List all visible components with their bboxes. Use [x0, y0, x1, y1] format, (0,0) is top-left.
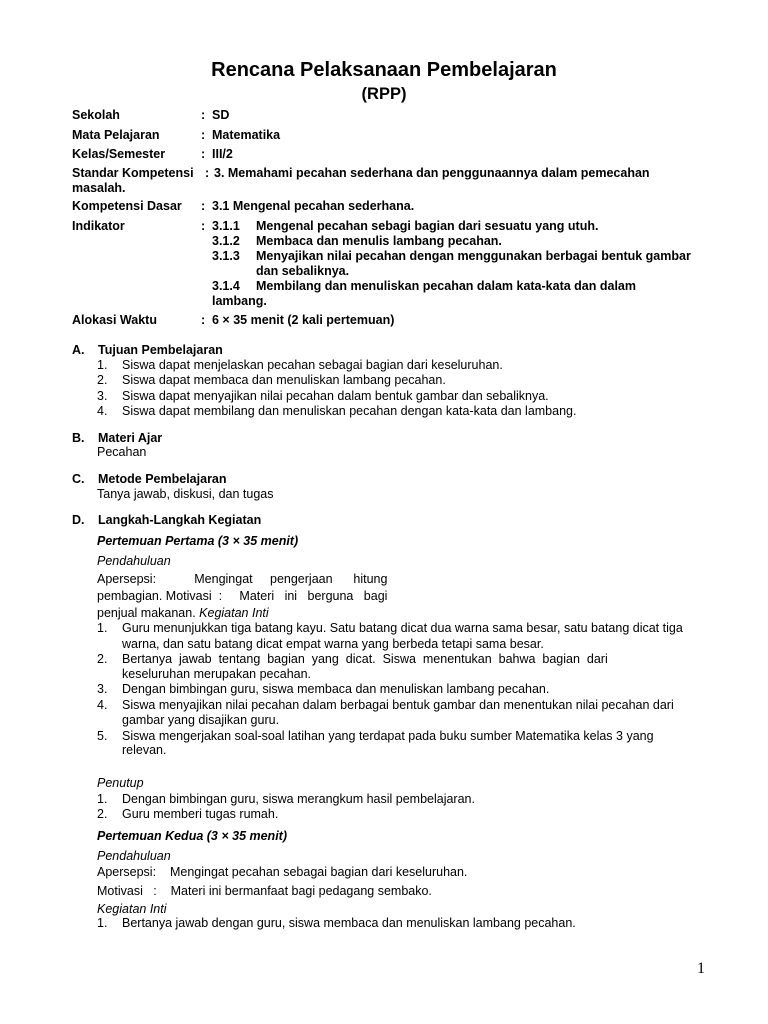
info-colon: : [201, 128, 206, 142]
section-c-text: Tanya jawab, diskusi, dan tugas [97, 487, 274, 501]
list-item-text: warna, dan satu batang dicat empat warna yang berbeda tetapi sama besar. [122, 637, 544, 651]
meeting-1-pendahuluan: Pendahuluan [97, 554, 171, 568]
indikator-text: Mengenal pecahan sebagi bagian dari sesuatu yang utuh. [256, 219, 599, 233]
indikator-number: 3.1.1 [212, 219, 240, 233]
list-item-text: Siswa menyajikan nilai pecahan dalam berbagai bentuk gambar dan menentukan nilai pecahan dari [122, 698, 674, 712]
meeting-2-motivasi: Motivasi : Materi ini bermanfaat bagi pedagang sembako. [97, 884, 432, 898]
section-title: Materi Ajar [98, 431, 163, 445]
section-title: Langkah-Langkah Kegiatan [98, 513, 262, 527]
meeting-1-apersepsi-line2: pembagian. Motivasi : Materi ini berguna bagi [97, 589, 388, 603]
section-title: Tujuan Pembelajaran [98, 343, 223, 357]
section-title: Metode Pembelajaran [98, 472, 227, 486]
list-item-text: Bertanya jawab dengan guru, siswa membaca dan menuliskan lambang pecahan. [122, 916, 576, 930]
meeting-1-title: Pertemuan Pertama (3 × 35 menit) [97, 534, 299, 548]
list-item-text: Siswa mengerjakan soal-soal latihan yang terdapat pada buku sumber Matematika kelas 3 yang [122, 729, 654, 743]
info-colon: : [201, 199, 206, 213]
info-colon: : [201, 219, 206, 233]
info-value: 3. Memahami pecahan sederhana dan penggunaannya dalam pemecahan [214, 166, 650, 180]
info-label: Standar Kompetensi [72, 166, 194, 180]
indikator-number: 3.1.4 [212, 279, 240, 293]
indikator-number: 3.1.2 [212, 234, 240, 248]
info-value: Matematika [212, 128, 281, 142]
list-item-text: Guru memberi tugas rumah. [122, 807, 279, 821]
list-item-text: Siswa dapat membaca dan menuliskan lambang pecahan. [122, 373, 446, 387]
info-colon: : [205, 166, 210, 180]
info-value: SD [212, 108, 230, 122]
info-label: Indikator [72, 219, 125, 233]
meeting-1-kegiatan-inti: Kegiatan Inti [199, 606, 269, 620]
section-letter: A. [72, 343, 85, 357]
list-item-text: Dengan bimbingan guru, siswa membaca dan menuliskan lambang pecahan. [122, 682, 550, 696]
section-b-text: Pecahan [97, 445, 147, 459]
info-label: Sekolah [72, 108, 120, 122]
meeting-2-apersepsi: Apersepsi: Mengingat pecahan sebagai bagian dari keseluruhan. [97, 865, 468, 879]
meeting-1-apersepsi-line3 [97, 606, 269, 621]
info-value: 3.1 Mengenal pecahan sederhana. [212, 199, 415, 213]
info-value: III/2 [212, 147, 233, 161]
indikator-text: lambang. [212, 294, 267, 308]
list-item-text: Siswa dapat menjelaskan pecahan sebagai bagian dari keseluruhan. [122, 358, 503, 372]
indikator-text: Menyajikan nilai pecahan dengan menggunakan berbagai bentuk gambar [256, 249, 691, 263]
list-item-text: Siswa dapat membilang dan menuliskan pecahan dengan kata-kata dan lambang. [122, 404, 577, 418]
page-number: 1 [697, 960, 705, 977]
indikator-text: Membaca dan menulis lambang pecahan. [256, 234, 502, 248]
meeting-1-apersepsi-text: penjual makanan. [97, 606, 200, 620]
meeting-1-apersepsi-line1: Apersepsi: Mengingat pengerjaan hitung [97, 572, 388, 586]
info-label: Kelas/Semester [72, 147, 166, 161]
meeting-2-pendahuluan: Pendahuluan [97, 849, 171, 863]
indikator-text: Membilang dan menuliskan pecahan dalam kata-kata dan dalam [256, 279, 636, 293]
document-title: Rencana Pelaksanaan Pembelajaran [211, 59, 557, 81]
info-colon: : [201, 313, 206, 327]
meeting-2-title: Pertemuan Kedua (3 × 35 menit) [97, 829, 287, 843]
info-colon: : [201, 147, 206, 161]
section-letter: B. [72, 431, 85, 445]
info-label: Kompetensi Dasar [72, 199, 182, 213]
meeting-2-kegiatan-inti: Kegiatan Inti [97, 902, 167, 916]
section-letter: D. [72, 513, 85, 527]
list-item-text: Dengan bimbingan guru, siswa merangkum hasil pembelajaran. [122, 792, 475, 806]
meeting-1-penutup: Penutup [97, 776, 144, 790]
indikator-text: dan sebaliknya. [256, 264, 350, 278]
list-item-text: relevan. [122, 743, 167, 757]
info-colon: : [201, 108, 206, 122]
info-value-cont: masalah. [72, 181, 126, 195]
info-value: 6 × 35 menit (2 kali pertemuan) [212, 313, 395, 327]
list-item-text: keseluruhan merupakan pecahan. [122, 667, 312, 681]
section-letter: C. [72, 472, 85, 486]
list-item-text: gambar yang disajikan guru. [122, 713, 280, 727]
document-page: Rencana Pelaksanaan Pembelajaran (RPP) Sekolah : SD Mata Pelajaran : Matematika Kelas/Semester : III/2 Standar Kompetensi : 3. Memahami pecahan sederhana dan penggunaannya dalam pemecahan masalah. Kompetensi Dasar : 3.1 Mengenal pecahan sederhana. Indikator : 3.1.1 Mengenal pecahan sebagi bagian dari sesuatu yang utuh. 3.1.2 Membaca dan menulis lambang pecahan. 3.1.3 Menyajikan nilai pecahan dengan menggunakan berbagai bentuk gambar dan sebaliknya. 3.1.4 Membilang dan menuliskan pecahan dalam kata-kata dan dalam lambang. Alokasi Waktu : 6 × 35 menit (2 kali pertemuan) A. Tujuan Pembelajaran 1. Siswa dapat menjelaskan pecahan sebagai bagian dari keseluruhan. 2. Siswa dapat membaca dan menuliskan lambang pecahan. 3. Siswa dapat menyajikan nilai pecahan dalam bentuk gambar dan sebaliknya. 4. Siswa dapat membilang dan menuliskan pecahan dengan kata-kata dan lambang. B. Materi Ajar Pecahan C. Metode Pembelajaran Tanya jawab, diskusi, dan tugas D. Langkah-Langkah Kegiatan Pertemuan Pertama (3 × 35 menit) Pendahuluan Apersepsi: Mengingat pengerjaan hitung pembagian. Motivasi : Materi ini berguna bagi penjual makanan. Kegiatan Inti 1. Guru menunjukkan tiga batang kayu. Satu batang dicat dua warna sama besar, satu batang dicat tiga warna, dan satu batang dicat empat warna yang berbeda tetapi sama besar. 2. Bertanya jawab tentang bagian yang dicat. Siswa menentukan bahwa bagian dari keseluruhan merupakan pecahan. 3. Dengan bimbingan guru, siswa membaca dan menuliskan lambang pecahan. 4. Siswa menyajikan nilai pecahan dalam berbagai bentuk gambar dan menentukan nilai pecahan dari gambar yang disajikan guru. 5. Siswa mengerjakan soal-soal latihan yang terdapat pada buku sumber Matematika kelas 3 yang relevan. Penutup 1. Dengan bimbingan guru, siswa merangkum hasil pembelajaran. 2. Guru memberi tugas rumah. Pertemuan Kedua (3 × 35 menit) Pendahuluan Apersepsi: Mengingat pecahan sebagai bagian dari keseluruhan. Motivasi : Materi ini bermanfaat bagi pedagang sembako. Kegiatan Inti 1. Bertanya jawab dengan guru, siswa membaca dan menuliskan lambang pecahan. 1 [0, 0, 768, 1024]
document-subtitle: (RPP) [361, 85, 407, 103]
info-label: Mata Pelajaran [72, 128, 160, 142]
list-item-text: Siswa dapat menyajikan nilai pecahan dalam bentuk gambar dan sebaliknya. [122, 389, 549, 403]
list-item-text: Bertanya jawab tentang bagian yang dicat. Siswa menentukan bahwa bagian dari [122, 652, 608, 666]
list-item-text: Guru menunjukkan tiga batang kayu. Satu batang dicat dua warna sama besar, satu batang dicat tiga [122, 621, 683, 635]
indikator-number: 3.1.3 [212, 249, 240, 263]
info-label: Alokasi Waktu [72, 313, 157, 327]
